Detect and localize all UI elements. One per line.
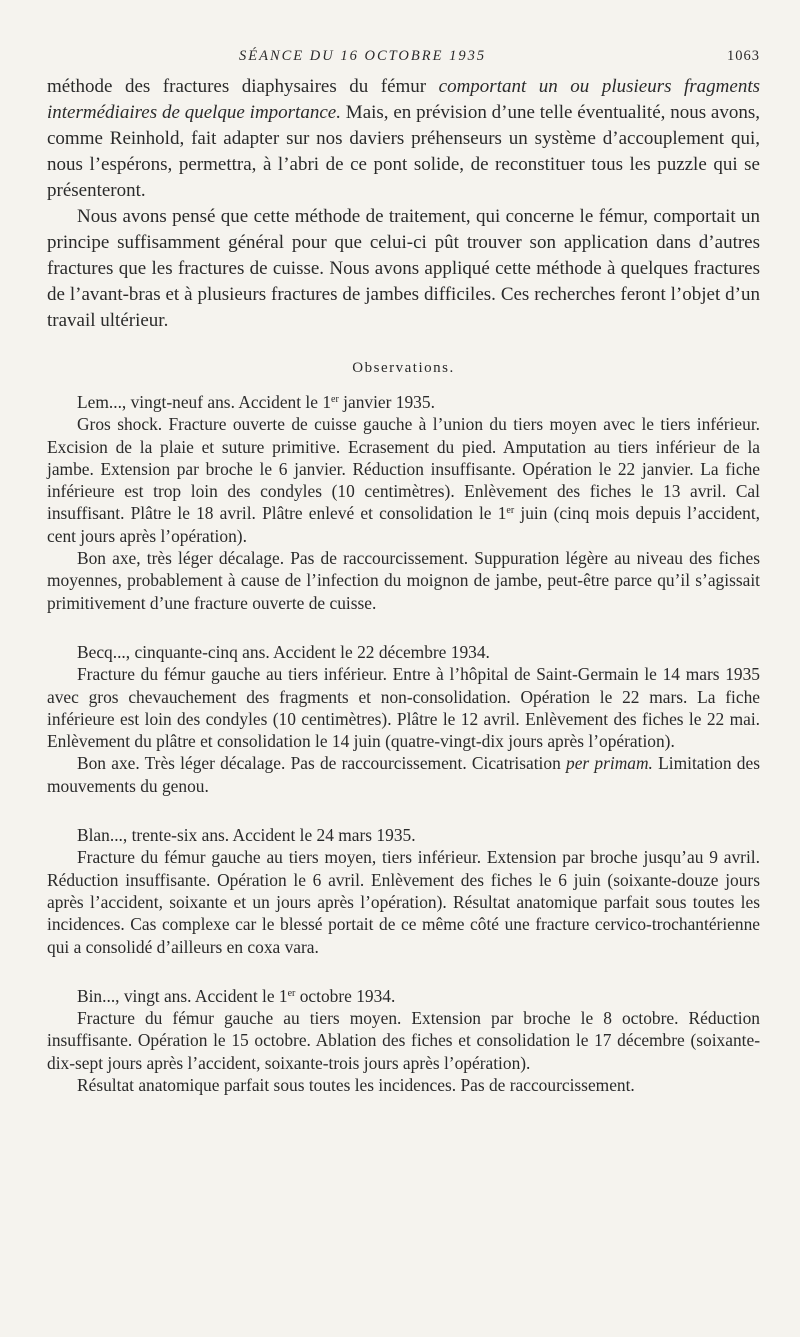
case-bin — [47, 985, 760, 1096]
case-text-run: juin (cinq mois depuis l’accident, cent jours après l’opération). — [47, 503, 760, 546]
case-text-run: octobre 1934. — [295, 985, 396, 1006]
case-lem — [47, 391, 760, 614]
case-heading — [47, 985, 760, 1007]
case-heading: Becq..., cinquante-cinq ans. Accident le 22 décembre 1934. — [77, 641, 490, 662]
intro-text — [47, 74, 760, 334]
page-number: 1063 — [727, 48, 760, 64]
case-becq — [47, 641, 760, 797]
case-text-run: Gros shock. Fracture ouverte de cuisse gauche à l’union du tiers moyen avec le tiers inférieur. Excision de la plaie et suture primitive. Ecrasement du pied. Amputation au tiers inférieur de la jambe. Extension par broche le 6 janvier. Réduction insuffisante. Opération le 22 janvier. La fiche inférieure est trop loin des condyles (10 centimètres). Enlèvement des fiches le 13 avril. Cal insuffisant. Plâtre le 18 avril. Plâtre enlevé et consolidation le 1 — [47, 414, 760, 524]
running-head: SÉANCE DU 16 OCTOBRE 1935 — [239, 48, 487, 64]
case-paragraph: Fracture du fémur gauche au tiers moyen. Extension par broche le 8 octobre. Réduction insuffisante. Opération le 15 octobre. Ablation des fiches et consolidation le 17 décembre (soixante-dix-sept jours après l’accident, soixante-trois jours après l’opération). — [47, 1008, 760, 1073]
intro-text-run: méthode des fractures diaphysaires du fémur — [47, 76, 439, 97]
superscript: er — [287, 987, 296, 999]
case-heading: Blan..., trente-six ans. Accident le 24 mars 1935. — [77, 825, 416, 846]
case-paragraph: Fracture du fémur gauche au tiers inférieur. Entre à l’hôpital de Saint-Germain le 14 mars 1935 avec gros chevauchement des fragments et non-consolidation. Opération le 22 mars. La fiche inférieure est loin des condyles (10 centimètres). Plâtre le 12 avril. Enlèvement des fiches le 22 mai. Enlèvement du plâtre et consolidation le 14 juin (quatre-vingt-dix jours après l’opération). — [47, 664, 760, 752]
case-blan — [47, 824, 760, 958]
superscript: er — [331, 394, 339, 405]
case-paragraph — [47, 413, 760, 547]
case-heading — [47, 391, 760, 413]
case-text-run: Limitation des mouvements du genou. — [47, 753, 760, 796]
case-paragraph: Bon axe, très léger décalage. Pas de raccourcissement. Suppuration légère au niveau des fiches moyennes, probablement à cause de l’infection du moignon de jambe, peut-être parce qu’il s’agissait primitivement d’une fracture ouverte de cuisse. — [47, 548, 760, 613]
case-text-run: Lem..., vingt-neuf ans. Accident le 1 — [77, 392, 332, 412]
section-title: Observations. — [352, 360, 455, 376]
intro-italic-run: comportant un ou plusieurs fragments intermédiaires de quelque importance. — [47, 76, 761, 123]
case-text-run: janvier 1935. — [338, 392, 435, 412]
intro-paragraph-2: Nous avons pensé que cette méthode de traitement, qui concerne le fémur, comportait un principe suffisamment général pour que celui-ci pût trouver son application dans d’autres fractures que les fractures de cuisse. Nous avons appliqué cette méthode à quelques fractures de l’avant-bras et à plusieurs fractures de jambes difficiles. Ces recherches feront l’objet d’un travail ultérieur. — [47, 206, 760, 331]
case-paragraph: Résultat anatomique parfait sous toutes les incidences. Pas de raccourcissement. — [77, 1075, 635, 1096]
case-italic-run: per primam. — [566, 753, 653, 774]
case-text-run: Bon axe. Très léger décalage. Pas de raccourcissement. Cicatrisation — [77, 753, 567, 774]
intro-text-run: Mais, en prévision d’une telle éventualité, nous avons, comme Reinhold, fait adapter sur nos daviers préhenseurs un système d’accouplement qui, nous l’espérons, permettra, à l’abri de ce pont solide, de reconstituer tous les puzzle qui se présenteront. — [47, 102, 760, 201]
intro-paragraph-1 — [47, 74, 760, 204]
superscript: er — [506, 505, 515, 517]
case-paragraph — [47, 752, 760, 797]
case-paragraph: Fracture du fémur gauche au tiers moyen, tiers inférieur. Extension par broche jusqu’au 9 avril. Réduction insuffisante. Opération le 6 avril. Enlèvement des fiches le 6 juin (soixante-douze jours après l’accident, soixante et un jours après l’opération). Résultat anatomique parfait sous toutes les incidences. Cas complexe car le blessé portait de ce même côté une fracture cervico-trochantérienne qui a consolidé d’ailleurs en coxa vara. — [47, 847, 760, 957]
case-text-run: Bin..., vingt ans. Accident le 1 — [77, 985, 288, 1006]
page-header — [47, 48, 760, 74]
